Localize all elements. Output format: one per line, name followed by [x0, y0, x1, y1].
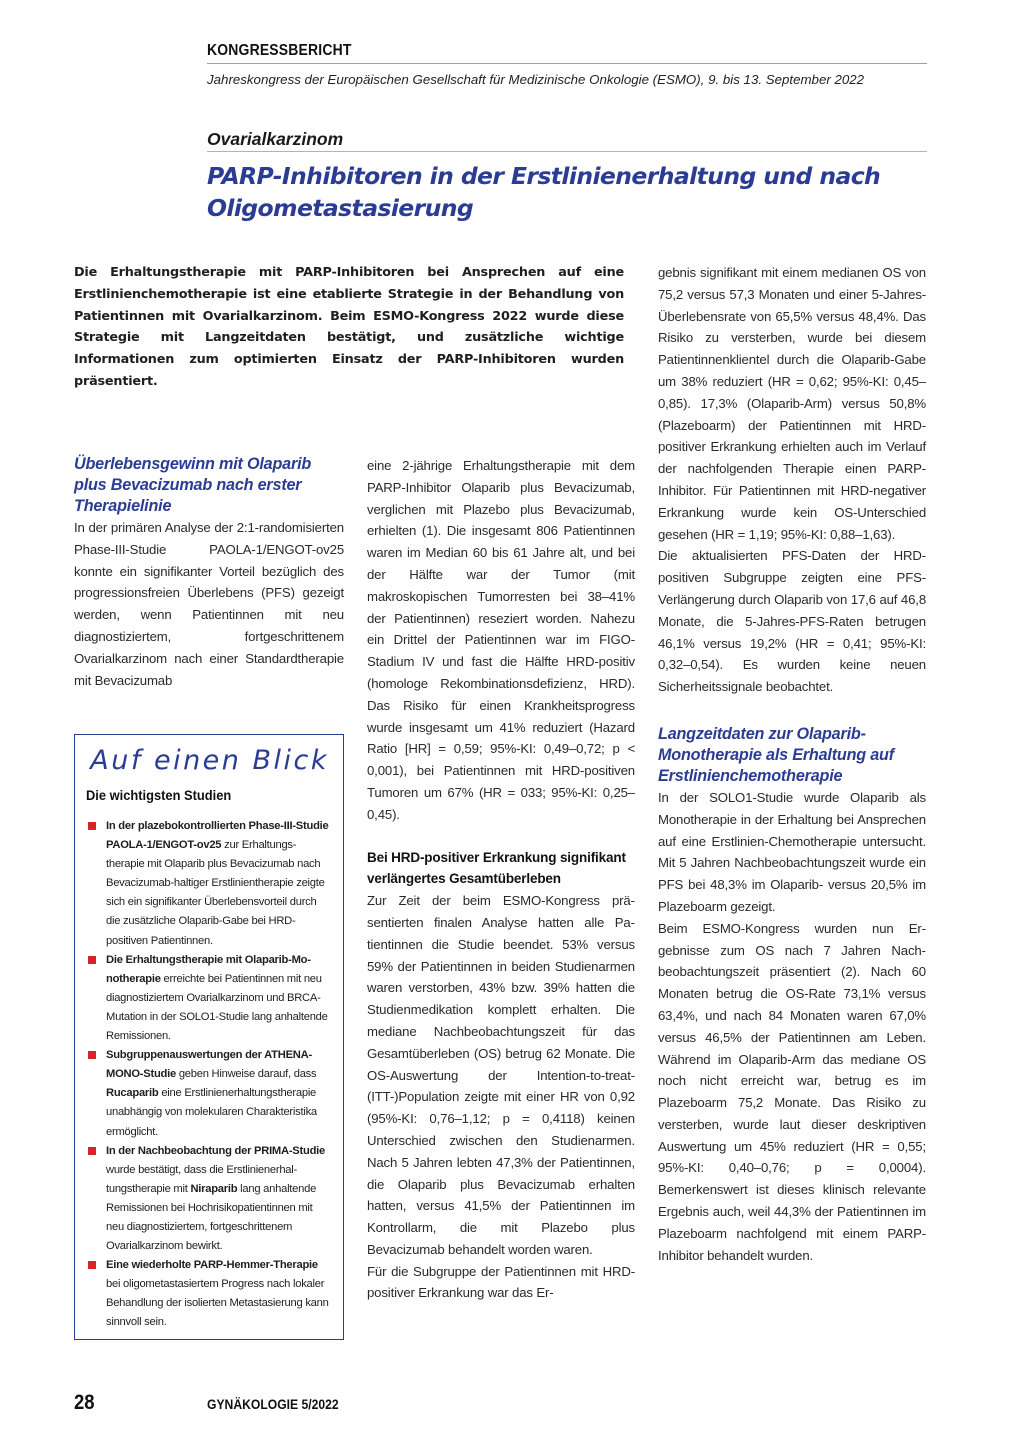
summary-box: [74, 734, 344, 1340]
summary-item-text: erreichte bei Patientinnen mit neu diagnostiziertem Ovarialkarzinom und BRCA-Mutation in der SOLO1-Studie lang anhaltende Remissionen.: [106, 972, 328, 1043]
bullet-square-icon: [88, 1261, 96, 1269]
congress-subtitle: Jahreskongress der Europäischen Gesellschaft für Medizinische Onkologie (ESMO), 9. bis 13. September 2022: [207, 72, 865, 87]
paragraph: Beim ESMO-Kongress wurden nun Ergebnisse zum OS nach 7 Jahren Nachbeobachtungszeit präsentiert (2). Nach 60 Monaten betrug die OS-Rate 73,1% versus 63,4%, und nach 84 Monaten waren 67,0% versus 46,5% der Patientinnen am Leben. Während im Olaparib-Arm das mediane OS noch nicht erreicht war, betrug es im Plazeboarm 75,2 Monate. Das Risiko zu versterben, wurde laut dieser deskriptiven Auswertung um 45% reduziert (HR = 0,55; 95%-KI: 0,40–0,76; p = 0,0004). Bemerkenswert ist dieses klinisch relevante Ergebnis auch, weil 44,3% der Patientinnen im Plazeboarm nachfolgend mit einem PARP-Inhibitor behandelt wurden.: [658, 920, 926, 1263]
summary-box-title: Auf einen Blick: [90, 745, 329, 776]
bullet-square-icon: [88, 822, 96, 830]
summary-item: [86, 817, 331, 951]
article-lead: Die Erhaltungstherapie mit PARP-Inhibitoren bei Ansprechen auf eine Erstlinienchemotherapie ist eine etablierte Strategie in der Behandlung von Patientinnen mit Ovarialkarzinom. Beim ESMO-Kongress 2022 wurde diese Strategie mit Langzeitdaten bestätigt, und zusätzliche wichtige Informationen zum optimierten Einsatz der PARP-Inhibitoren wurden präsentiert.: [74, 265, 624, 389]
bullet-square-icon: [88, 956, 96, 964]
column-1: [74, 454, 344, 691]
paragraph: Die aktualisierten PFS-Daten der HRD-positiven Subgruppe zeigten eine PFS-Verlängerung durch Olaparib von 17,6 auf 46,8 Monate, die 5-Jahres-PFS-Raten betrugen 46,1% versus 19,2% (HR = 0,41; 95%-KI: 0,32–0,54). Es wurden keine neuen Sicherheitssignale beobachtet.: [658, 548, 926, 695]
paragraph: eine 2-jährige Erhaltungstherapie mit dem PARP-Inhibitor Olaparib plus Bevacizumab, verglichen mit Plazebo plus Bevacizumab, erhielten (1). Die insgesamt 806 Patientinnen waren im Median 60 bis 61 Jahre alt, und bei der Hälfte war der Tumor (mit makroskopischen Tumorresten bei 38–41% der Patientinnen) reseziert worden. Nahezu ein Drittel der Patientinnen war im FIGO-Stadium IV und fast die Hälfte HRD-positiv (homologe Rekombinationsdefizienz, HRD). Das Risiko für einen Krankheitsprogress wurde insgesamt um 41% reduziert (Hazard Ratio [HR] = 0,59; 95%-KI: 0,49–0,72; p < 0,001), bei Patientinnen mit HRD-positiven Tumoren um 67% (HR = 033; 95%-KI: 0,25–0,45).: [367, 458, 635, 822]
summary-item-text: eine Erstlinienerhaltungstherapie unabhängig von molekularen Charakteristika ermöglicht.: [106, 1087, 317, 1138]
summary-item-text: bei oligometastasiertem Progress nach lokaler Behandlung der isolierten Metastasierung kann sinnvoll sein.: [106, 1278, 329, 1329]
summary-item-text: geben Hinweise darauf, dass: [175, 1068, 317, 1081]
paragraph: Zur Zeit der beim ESMO-Kongress präsentierten finalen Analyse hatten alle Patientinnen die Studie beendet. 53% versus 59% der Patientinnen in beiden Studienarmen waren verstorben, 43% bzw. 39% hatten die Studienmedikation komplett erhalten. Die mediane Nachbeobachtungszeit für das Gesamtüberleben (OS) betrug 62 Monate. Die OS-Auswertung der Intention-to-treat-(ITT-)Population zeigte mit einer HR von 0,92 (95%-KI: 0,76–1,12; p = 0,4118) keinen Unterschied zwischen den Studienarmen. Nach 5 Jahren lebten 47,3% der Patientinnen, die Olaparib plus Bevacizumab erhalten hatten, versus 41,5% der Patientinnen im Kontrollarm, die mit Plazebo plus Bevacizumab behandelt worden waren.: [367, 893, 635, 1257]
summary-item-bold: Die Erhaltungstherapie mit Olaparib-Monotherapie: [106, 953, 311, 985]
topic-divider: [207, 151, 927, 152]
summary-item-text: wurde bestätigt, dass die Erstlinienerhaltungstherapie mit: [106, 1163, 298, 1195]
summary-item-bold: Subgruppenauswertungen der ATHENA-MONO-Studie: [106, 1049, 312, 1081]
summary-box-subtitle: Die wichtigsten Studien: [86, 787, 232, 803]
summary-item: [86, 1256, 331, 1332]
bullet-square-icon: [88, 1147, 96, 1155]
paragraph: gebnis signifikant mit einem medianen OS von 75,2 versus 57,3 Monaten und einer 5-Jahres-Überlebensrate von 65,5% versus 48,4%. Das Risiko zu versterben, wurde bei diesem Patientinnenklientel durch die Olaparib-Gabe um 38% reduziert (HR = 0,62; 95%-KI: 0,45–0,85). 17,3% (Olaparib-Arm) versus 50,8% (Plazeboarm) der Patientinnen mit HRD-positiver Erkrankung erhielten auch im Verlauf der nachfolgenden Therapie einen PARP-Inhibitor. Für Patientinnen mit HRD-negativer Erkrankung wurde kein OS-Unterschied gesehen (HR = 1,19; 95%-KI: 0,88–1,63).: [658, 265, 926, 542]
journal-name: GYNÄKOLOGIE 5/2022: [207, 1397, 339, 1412]
section-heading: Bei HRD-positiver Erkrankung signifikant verlängertes Gesamtüberleben: [367, 849, 626, 887]
header-divider: [207, 63, 927, 64]
summary-item-bold: Rucaparib: [106, 1087, 159, 1100]
summary-list: [86, 817, 331, 1333]
column-2: [367, 455, 635, 1304]
bullet-square-icon: [88, 1051, 96, 1059]
section-heading: Langzeitdaten zur Olaparib-Monotherapie als Erhaltung auf Erstlinienchemotherapie: [658, 724, 894, 785]
article-topic: Ovarialkarzinom: [207, 129, 344, 149]
section-heading: Überlebensgewinn mit Olaparib plus Bevacizumab nach erster Therapielinie: [74, 455, 312, 515]
summary-item-bold: Eine wiederholte PARP-Hemmer-Therapie: [106, 1259, 318, 1272]
summary-item-text: zur Erhaltungstherapie mit Olaparib plus Bevacizumab nach Bevacizumab-haltiger Erstlinientherapie zeigte sich ein signifikanter Überlebensvorteil durch die zusätzliche Olaparib-Gabe bei HRD-positiven Patientinnen.: [106, 839, 325, 947]
page-number: 28: [74, 1391, 95, 1414]
summary-item-text: lang anhaltende Remissionen bei Hochrisikopatientinnen mit neu diagnostiziertem, fortgeschrittenem Ovarialkarzinom bewirkt.: [106, 1182, 317, 1253]
summary-item: [86, 1142, 331, 1257]
summary-item-bold: In der plazebokontrollierten Phase-III-Studie PAOLA-1/ENGOT-ov25: [106, 820, 329, 852]
paragraph: In der primären Analyse der 2:1-randomisierten Phase-III-Studie PAOLA-1/ENGOT-ov25 konnte ein signifikanter Vorteil bezüglich des progressionsfreien Überlebens (PFS) gezeigt werden, wenn Patientinnen mit neu diagnostiziertem, fortgeschrittenem Ovarialkarzinom nach einer Standardtherapie mit Bevacizumab: [74, 520, 344, 688]
summary-item-bold: In der Nachbeobachtung der PRIMA-Studie: [106, 1144, 325, 1157]
summary-item: [86, 1046, 331, 1141]
summary-item-bold: Niraparib: [190, 1182, 238, 1195]
summary-item: [86, 951, 331, 1046]
paragraph: Für die Subgruppe der Patientinnen mit HRD-positiver Erkrankung war das Er-: [367, 1263, 635, 1301]
section-label: KONGRESSBERICHT: [207, 42, 352, 59]
paragraph: In der SOLO1-Studie wurde Olaparib als Monotherapie in der Erhaltung bei Ansprechen auf eine Erstlinien-Chemotherapie untersucht. Mit 5 Jahren Nachbeobachtungszeit wurde ein PFS bei 48,3% im Olaparib- versus 20,5% im Plazeboarm gezeigt.: [658, 789, 926, 914]
article-title: PARP-Inhibitoren in der Erstlinienerhaltung und nach Oligometastasierung: [207, 162, 881, 222]
column-3: [658, 262, 926, 1266]
